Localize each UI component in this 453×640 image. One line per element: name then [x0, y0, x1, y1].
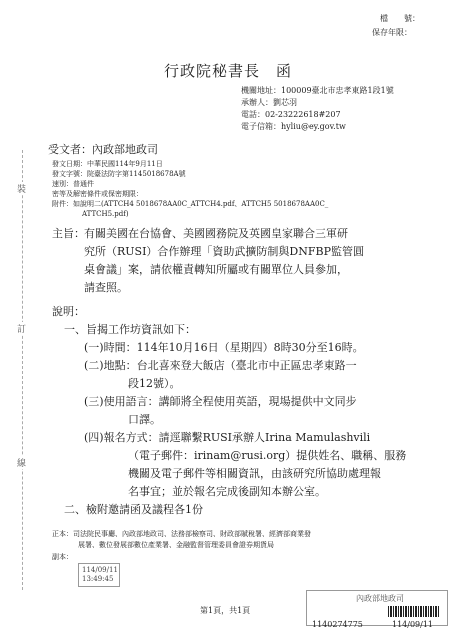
subject-line2: 究所（RUSI）合作辦理「資助武擴防制與DNFBP監管圓	[84, 245, 364, 258]
recipient: 受文者：內政部地政司	[48, 143, 158, 156]
gutter-char-staple: 訂	[17, 322, 26, 335]
workshop-language-line1: (三)使用語言：講師將全程使用英語，現場提供中文同步	[84, 395, 357, 408]
attachments-line2: ATTCH5.pdf)	[82, 210, 129, 218]
document-id: 1140274775	[312, 620, 363, 629]
gutter-char-bind: 裝	[17, 182, 26, 195]
copy-recipients-label: 副本：	[52, 553, 73, 561]
subject-line3: 桌會議」案，請依權責轉知所屬或有關單位人員參加，	[84, 263, 348, 276]
document-date: 114/09/11	[392, 620, 434, 629]
timestamp-stamp	[78, 563, 120, 587]
original-recipients-line2: 展署、數位發展部數位產業署、金融監督管理委員會證券期貨局	[78, 541, 274, 549]
barcode	[388, 606, 440, 617]
file-number-label: 檔 號：	[380, 14, 420, 23]
page-number: 第1頁，共1頁	[200, 606, 251, 615]
workshop-place-line2: 段12號）。	[128, 377, 181, 390]
sender-address: 機關地址：100009臺北市忠孝東路1段1號	[241, 86, 394, 95]
workshop-time: (一)時間：114年10月16日（星期四）8時30分至16時。	[84, 341, 364, 354]
explanation-item2: 二、檢附邀請函及議程各1份	[64, 503, 203, 516]
sender-contact: 承辦人：劉芯羽	[241, 98, 297, 107]
attachments-line1: 附件：如說明二(ATTCH4 5018678AA0C_ATTCH4.pdf、ATTCH5 5018678AA0C_	[52, 200, 329, 208]
timestamp-date: 114/09/11	[82, 566, 118, 574]
secrecy-class: 密等及解密條件或保密期限：	[52, 190, 143, 198]
retention-period-label: 保存年限：	[372, 28, 412, 37]
gutter-char-line: 線	[17, 456, 26, 469]
binding-line	[22, 150, 23, 590]
workshop-language-line2: 口譯。	[128, 413, 161, 426]
timestamp-time: 13:49:45	[82, 575, 114, 583]
registration-line1: (四)報名方式：請逕聯繫RUSI承辦人Irina Mamulashvili	[84, 431, 371, 444]
registration-line2: （電子郵件：irinam@rusi.org）提供姓名、職稱、服務	[128, 449, 407, 462]
original-recipients-line1: 正本：司法院民事廳、內政部地政司、法務部檢察司、財政部賦稅署、經濟部商業發	[52, 530, 311, 538]
registration-line3: 機關及電子郵件等相關資訊，由該研究所協助處理報	[128, 467, 381, 480]
issue-date: 發文日期：中華民國114年9月11日	[52, 160, 163, 168]
workshop-place-line1: (二)地點：台北喜來登大飯店（臺北市中正區忠孝東路一	[84, 359, 357, 372]
registration-line4: 名事宜；並於報名完成後副知本辦公室。	[128, 485, 326, 498]
subject-line1: 有關美國在台協會、美國國務院及英國皇家聯合三軍研	[84, 227, 348, 240]
explanation-item1: 一、旨揭工作坊資訊如下：	[64, 323, 196, 336]
explanation-label: 說明：	[52, 305, 85, 318]
speed-class: 速別：普通件	[52, 180, 94, 188]
receiving-unit: 內政部地政司	[356, 594, 404, 603]
sender-email: 電子信箱：hyliu@ey.gov.tw	[241, 122, 346, 131]
document-title: 行政院秘書長 函	[164, 62, 293, 80]
subject-line4: 請查照。	[84, 281, 128, 294]
subject-label: 主旨：	[52, 227, 85, 240]
document-number: 發文字號：院臺法防字第1145018678A號	[52, 170, 186, 178]
sender-phone: 電話：02-23222618#207	[241, 110, 341, 119]
